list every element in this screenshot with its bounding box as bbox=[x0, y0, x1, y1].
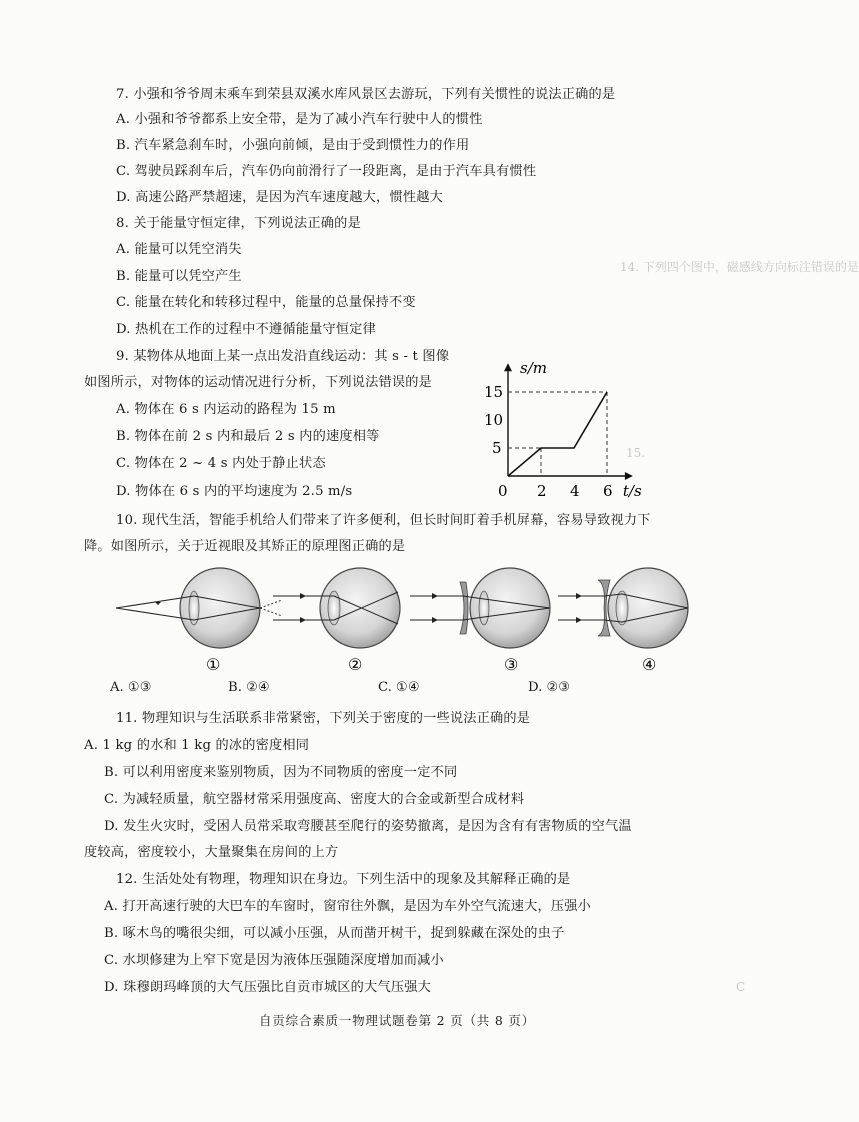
q9-stem-line1: 9. 某物体从地面上某一点出发沿直线运动：其 s - t 图像 bbox=[116, 349, 450, 364]
eye-diagram-1 bbox=[116, 568, 282, 648]
x-tick-label: 6 bbox=[603, 482, 613, 500]
bleed-through-text: C bbox=[736, 980, 746, 994]
x-tick-label: 4 bbox=[570, 482, 580, 500]
q8-option-b: B. 能量可以凭空产生 bbox=[116, 269, 242, 284]
q10-option-a: A. ①③ bbox=[110, 680, 152, 695]
eye-diagram-3 bbox=[410, 568, 550, 648]
q10-stem-line1: 10. 现代生活，智能手机给人们带来了许多便利，但长时间盯着手机屏幕，容易导致视力下 bbox=[116, 513, 651, 528]
q11-option-a: A. 1 kg 的水和 1 kg 的冰的密度相同 bbox=[84, 738, 310, 753]
q11-stem: 11. 物理知识与生活联系非常紧密，下列关于密度的一些说法正确的是 bbox=[116, 711, 531, 726]
eye-diagrams bbox=[110, 566, 700, 676]
q8-option-d: D. 热机在工作的过程中不遵循能量守恒定律 bbox=[116, 322, 377, 337]
q9-option-a: A. 物体在 6 s 内运动的路程为 15 m bbox=[116, 402, 336, 417]
eye-label-4: ④ bbox=[642, 655, 657, 674]
q10-stem-line2: 降。如图所示，关于近视眼及其矫正的原理图正确的是 bbox=[84, 539, 406, 554]
q7-stem: 7. 小强和爷爷周末乘车到荣县双溪水库风景区去游玩，下列有关惯性的说法正确的是 bbox=[116, 87, 616, 102]
q10-option-c: C. ①④ bbox=[378, 680, 420, 695]
x-axis-arrow bbox=[625, 472, 633, 480]
q9-option-c: C. 物体在 2 ~ 4 s 内处于静止状态 bbox=[116, 456, 326, 471]
q8-stem: 8. 关于能量守恒定律，下列说法正确的是 bbox=[116, 216, 361, 231]
q12-stem: 12. 生活处处有物理，物理知识在身边。下列生活中的现象及其解释正确的是 bbox=[116, 872, 571, 887]
q10-option-b: B. ②④ bbox=[228, 680, 270, 695]
series-line bbox=[508, 392, 607, 476]
q8-option-a: A. 能量可以凭空消失 bbox=[116, 242, 242, 257]
page-footer: 自贡综合素质一物理试题卷第 2 页（共 8 页） bbox=[259, 1013, 535, 1028]
eye-diagram-4 bbox=[558, 568, 688, 648]
q9-option-d: D. 物体在 6 s 内的平均速度为 2.5 m/s bbox=[116, 484, 353, 499]
q12-option-d: D. 珠穆朗玛峰顶的大气压强比自贡市城区的大气压强大 bbox=[104, 980, 431, 995]
s-t-graph bbox=[484, 342, 690, 502]
q10-options bbox=[110, 680, 670, 700]
eye-label-1: ① bbox=[206, 655, 221, 674]
y-tick-label: 15 bbox=[484, 383, 504, 401]
eye-label-2: ② bbox=[348, 655, 363, 674]
q9-stem-line2: 如图所示，对物体的运动情况进行分析，下列说法错误的是 bbox=[84, 375, 433, 390]
y-axis-label: s/m bbox=[520, 359, 547, 378]
x-tick-label: 0 bbox=[498, 482, 508, 500]
q11-option-c: C. 为减轻质量，航空器材常采用强度高、密度大的合金或新型合成材料 bbox=[104, 792, 525, 807]
q7-option-a: A. 小强和爷爷都系上安全带，是为了减小汽车行驶中人的惯性 bbox=[116, 112, 483, 127]
q11-option-b: B. 可以利用密度来鉴别物质，因为不同物质的密度一定不同 bbox=[104, 765, 458, 780]
y-tick-label: 10 bbox=[484, 411, 504, 429]
eye-label-3: ③ bbox=[504, 655, 519, 674]
q12-option-b: B. 啄木鸟的嘴很尖细，可以减小压强，从而凿开树干，捉到躲藏在深处的虫子 bbox=[104, 926, 565, 941]
q7-option-b: B. 汽车紧急刹车时，小强向前倾，是由于受到惯性力的作用 bbox=[116, 138, 470, 153]
q8-option-c: C. 能量在转化和转移过程中，能量的总量保持不变 bbox=[116, 295, 416, 310]
q7-option-d: D. 高速公路严禁超速，是因为汽车速度越大，惯性越大 bbox=[116, 190, 443, 205]
q7-option-c: C. 驾驶员踩刹车后，汽车仍向前滑行了一段距离，是由于汽车具有惯性 bbox=[116, 164, 537, 179]
bleed-through-text: 15. bbox=[626, 446, 646, 460]
q11-option-d-line2: 度较高，密度较小，大量聚集在房间的上方 bbox=[84, 845, 339, 860]
eye-diagram-2 bbox=[273, 568, 400, 648]
q10-option-d: D. ②③ bbox=[528, 680, 571, 695]
y-axis-arrow bbox=[504, 363, 512, 371]
q12-option-c: C. 水坝修建为上窄下宽是因为液体压强随深度增加而减小 bbox=[104, 953, 444, 968]
q12-option-a: A. 打开高速行驶的大巴车的车窗时，窗帘往外飘，是因为车外空气流速大，压强小 bbox=[104, 899, 592, 914]
x-axis-label: t/s bbox=[622, 482, 642, 500]
q11-option-d-line1: D. 发生火灾时，受困人员常采取弯腰甚至爬行的姿势撤离，是因为含有有害物质的空气温 bbox=[104, 819, 632, 834]
bleed-through-text: 14. 下列四个图中，磁感线方向标注错误的是 bbox=[620, 260, 859, 274]
q9-option-b: B. 物体在前 2 s 内和最后 2 s 内的速度相等 bbox=[116, 429, 380, 444]
x-tick-label: 2 bbox=[537, 482, 547, 500]
y-tick-label: 5 bbox=[492, 439, 502, 457]
